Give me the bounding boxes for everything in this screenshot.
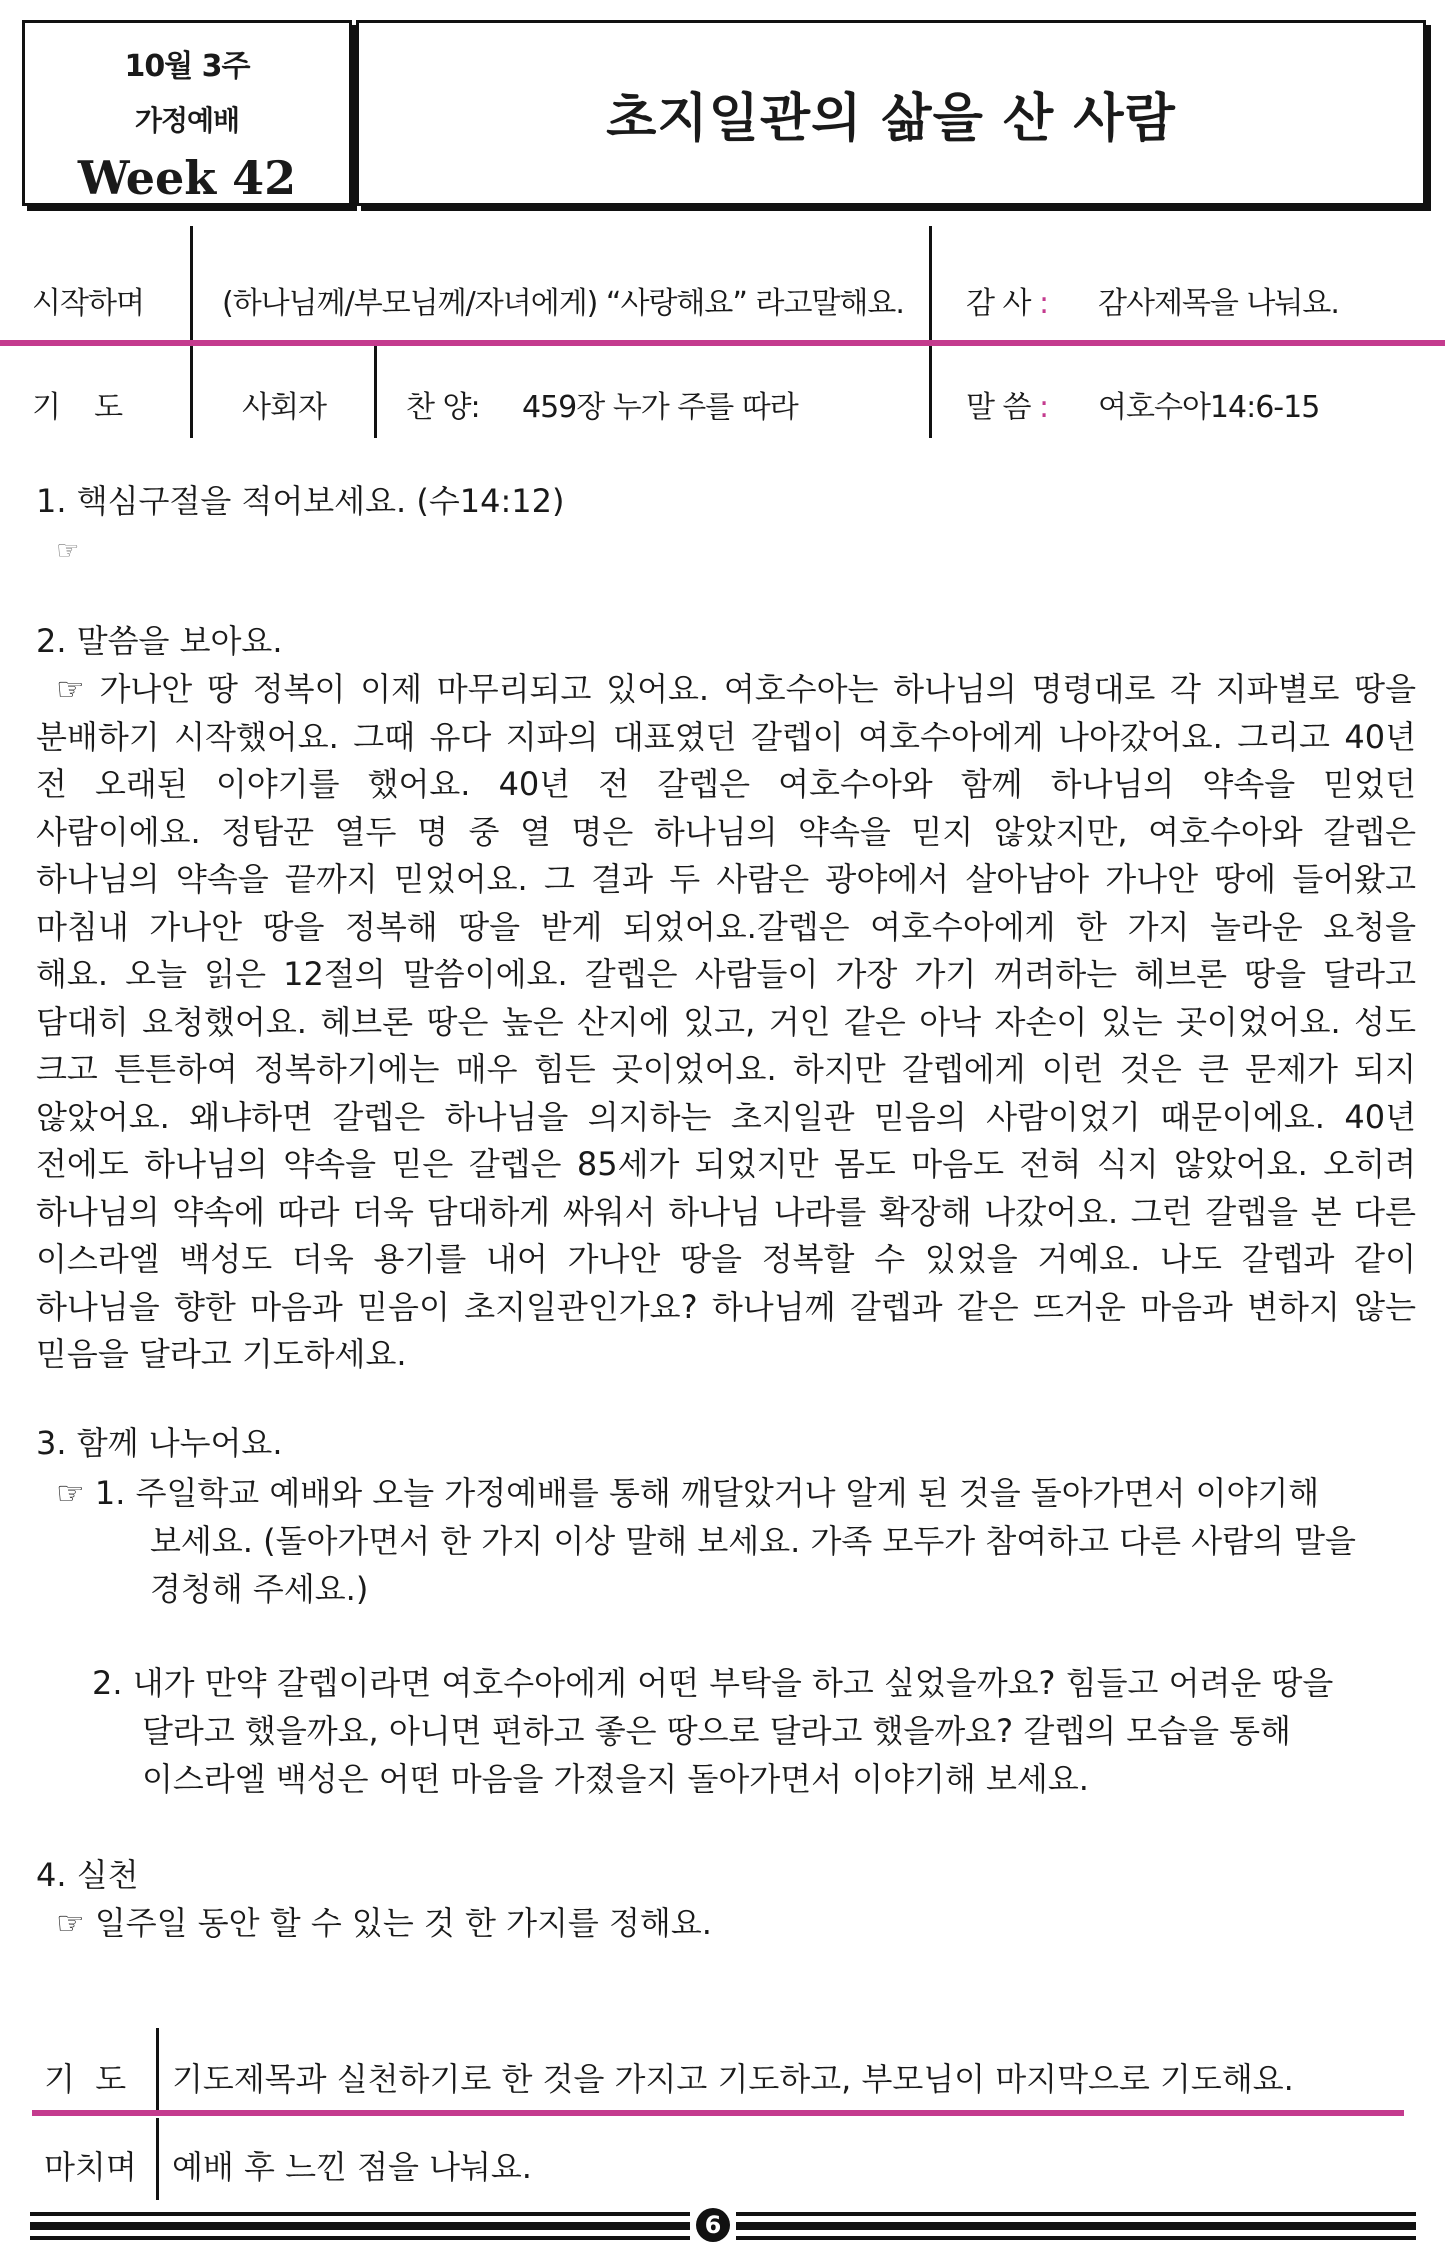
paragraph-line: 크고 튼튼하여 정복하기에는 매우 힘든 곳이었어요. 하지만 갈렙에게 이런 것은 큰 문제가 되지 (36, 1050, 1416, 1088)
paragraph-line: 하나님의 약속을 끝까지 믿었어요. 그 결과 두 사람은 광야에서 살아남아 가나안 땅에 들어왔고 (36, 860, 1416, 898)
section3-title: 3. 함께 나누어요. (36, 1424, 283, 1462)
section4-line: ☞ 일주일 동안 할 수 있는 것 한 가지를 정해요. (56, 1904, 712, 1942)
bottom-bar-right (736, 2212, 1416, 2216)
section4-title: 4. 실천 (36, 1856, 139, 1894)
question-1-line: 보세요. (돌아가면서 한 가지 이상 말해 보세요. 가족 모두가 참여하고 다른 사람의 말을 (150, 1522, 1356, 1560)
date-label: 10월 3주 (124, 49, 250, 84)
footer-pink-divider (32, 2110, 1404, 2116)
question-2-line: 2. 내가 만약 갈렙이라면 여호수아에게 어떤 부탁을 하고 싶었을까요? 힘들고 어려운 땅을 (92, 1664, 1334, 1702)
footer-prayer-label: 기 도 (44, 2060, 127, 2098)
section1-title: 1. 핵심구절을 적어보세요. (수14:12) (36, 482, 565, 520)
row-divider (190, 346, 193, 438)
bottom-bar-left (30, 2222, 690, 2230)
paragraph-line: 분배하기 시작했어요. 그때 유다 지파의 대표였던 갈렙이 여호수아에게 나아갔어요. 그리고 40년 (36, 717, 1416, 756)
footer-closing-text: 예배 후 느낀 점을 나눠요. (172, 2148, 532, 2186)
question-2-line: 달라고 했을까요, 아니면 편하고 좋은 땅으로 달라고 했을까요? 갈렙의 모습을 통해 (142, 1712, 1291, 1750)
question-1-line: ☞ 1. 주일학교 예배와 오늘 가정예배를 통해 깨달았거나 알게 된 것을 돌아가면서 이야기해 (56, 1474, 1320, 1512)
page-title: 초지일관의 삶을 산 사람 (606, 88, 1176, 149)
category-label: 가정예배 (134, 104, 240, 137)
paragraph-line: ☞ 가나안 땅 정복이 이제 마무리되고 있어요. 여호수아는 하나님의 명령대로 각 지파별로 땅을 (56, 670, 1416, 708)
paragraph-line: 전 오래된 이야기를 했어요. 40년 전 갈렙은 여호수아와 함께 하나님의 약속을 믿었던 (36, 765, 1416, 803)
page-number: 6 (696, 2208, 730, 2242)
hymn-label: 찬 양: (406, 390, 480, 425)
row-divider (929, 226, 932, 340)
paragraph-line: 담대히 요청했어요. 헤브론 땅은 높은 산지에 있고, 거인 같은 아낙 자손이 있는 곳이었어요. 성도 (36, 1002, 1416, 1041)
thanks-text: 감사제목을 나눠요. (1098, 286, 1339, 321)
row-divider (374, 346, 377, 438)
word-label: 말 씀 : (966, 390, 1049, 425)
paragraph-line: 이스라엘 백성도 더욱 용기를 내어 가나안 땅을 정복할 수 있었을 거예요. 나도 갈렙과 같이 (36, 1240, 1416, 1278)
paragraph-line: 하나님의 약속에 따라 더욱 담대하게 싸워서 하나님 나라를 확장해 나갔어요. 그런 갈렙을 본 다른 (36, 1192, 1416, 1231)
bottom-bar-left (30, 2236, 690, 2240)
title-box (356, 20, 1426, 206)
section2-paragraph (36, 666, 1416, 1379)
week-box (22, 20, 352, 206)
week-label: Week 42 (77, 151, 297, 205)
prayer-row-label: 기 도 (32, 390, 123, 425)
bottom-bar-right (736, 2222, 1416, 2230)
paragraph-line: 믿음을 달라고 기도하세요. (36, 1335, 407, 1373)
paragraph-line: 하나님을 향한 마음과 믿음이 초지일관인가요? 하나님께 갈렙과 같은 뜨거운 마음과 변하지 않는 (36, 1287, 1416, 1326)
pink-divider (0, 340, 1445, 346)
hymn-text: 459장 누가 주를 따라 (522, 390, 798, 425)
footer-closing-label: 마치며 (44, 2148, 137, 2186)
paragraph-line: 전에도 하나님의 약속을 믿은 갈렙은 85세가 되었지만 몸도 마음도 전혀 식지 않았어요. 오히려 (36, 1145, 1416, 1183)
paragraph-line: 사람이에요. 정탐꾼 열두 명 중 열 명은 하나님의 약속을 믿지 않았지만, 여호수아와 갈렙은 (36, 812, 1416, 851)
question-2-line: 이스라엘 백성은 어떤 마음을 가졌을지 돌아가면서 이야기해 보세요. (142, 1760, 1089, 1798)
paragraph-line: 해요. 오늘 읽은 12절의 말씀이에요. 갈렙은 사람들이 가장 가기 꺼려하는 헤브론 땅을 달라고 (36, 955, 1416, 993)
start-text: (하나님께/부모님께/자녀에게) “사랑해요” 라고말해요. (222, 286, 904, 321)
paragraph-line: 마침내 가나안 땅을 정복해 땅을 받게 되었어요.갈렙은 여호수아에게 한 가지 놀라운 요청을 (36, 907, 1416, 946)
section2-title: 2. 말씀을 보아요. (36, 622, 283, 660)
pointer-icon: ☞ (56, 536, 80, 566)
footer-prayer-text: 기도제목과 실천하기로 한 것을 가지고 기도하고, 부모님이 마지막으로 기도해요. (172, 2060, 1294, 2098)
footer-divider (156, 2028, 159, 2112)
word-text: 여호수아14:6-15 (1098, 390, 1320, 425)
thanks-label: 감 사 : (966, 286, 1049, 321)
bottom-bar-right (736, 2236, 1416, 2240)
footer-divider (156, 2118, 159, 2200)
row-divider (929, 346, 932, 438)
leader-label: 사회자 (242, 390, 326, 425)
paragraph-line: 않았어요. 왜냐하면 갈렙은 하나님을 의지하는 초지일관 믿음의 사람이었기 때문이에요. 40년 (36, 1097, 1416, 1136)
bottom-bar-left (30, 2212, 690, 2216)
question-1-line: 경청해 주세요.) (150, 1570, 369, 1608)
row-divider (190, 226, 193, 340)
start-label: 시작하며 (32, 286, 144, 321)
